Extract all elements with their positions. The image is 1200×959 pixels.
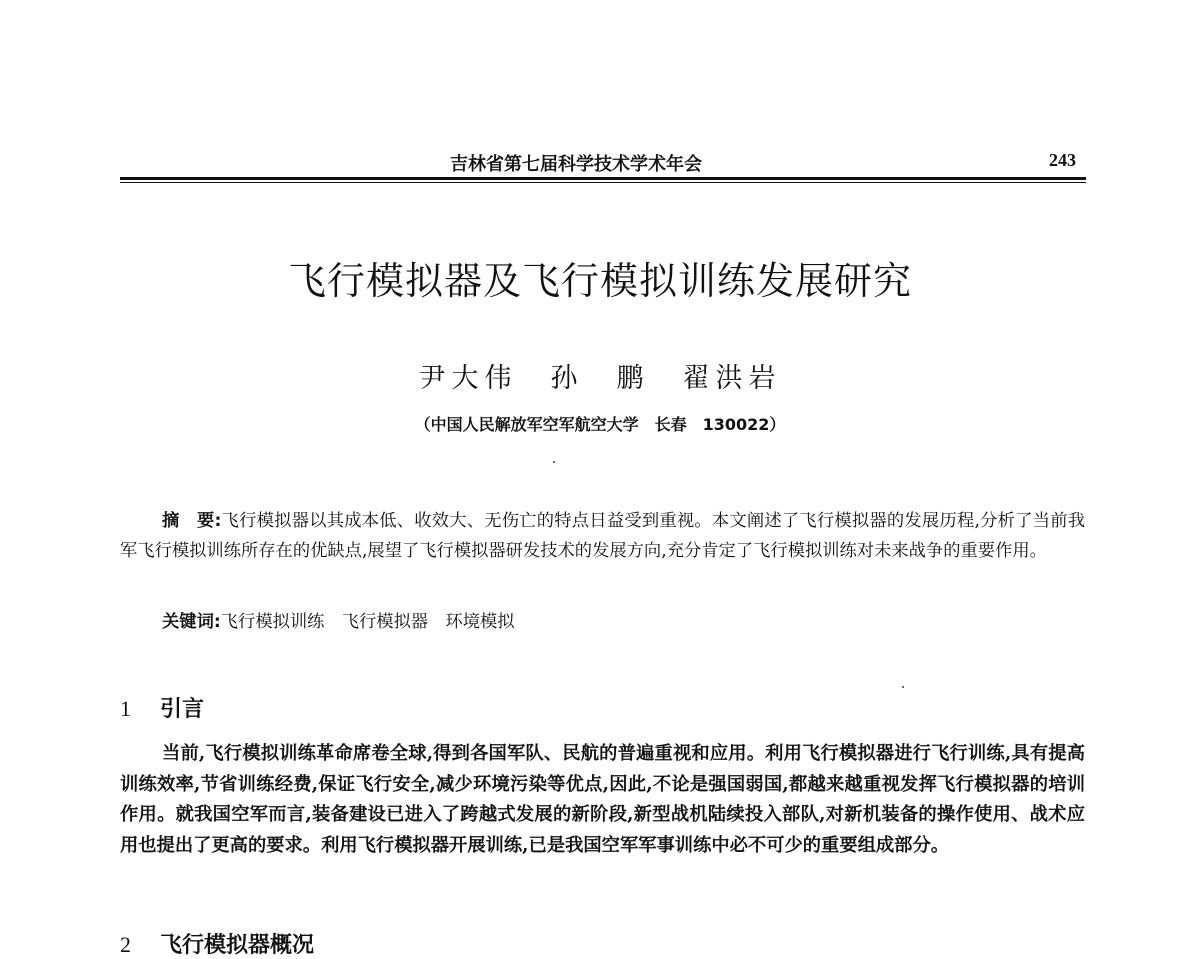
section-title: 引言	[160, 697, 205, 722]
author-affiliation: （中国人民解放军空军航空大学 长春 130022）	[414, 415, 786, 434]
scan-speck	[902, 686, 904, 688]
running-header	[120, 150, 1080, 174]
section-title: 飞行模拟器概况	[160, 933, 315, 958]
keywords	[162, 607, 515, 637]
section-heading-introduction	[120, 692, 204, 723]
section-number: 2	[120, 932, 131, 957]
section-number: 1	[120, 696, 131, 721]
scan-speck	[553, 461, 555, 463]
page-number: 243	[1049, 150, 1076, 170]
paper-title: 飞行模拟器及飞行模拟训练发展研究	[287, 259, 912, 303]
keywords-label: 关键词:	[162, 612, 221, 632]
header-rule-thick	[120, 177, 1086, 180]
section-heading-overview	[120, 928, 314, 959]
header-rule-thin	[120, 182, 1086, 183]
introduction-paragraph: 当前,飞行模拟训练革命席卷全球,得到各国军队、民航的普遍重视和应用。利用飞行模拟器进行飞行训练,具有提高训练效率,节省训练经费,保证飞行安全,减少环境污染等优点,因此,不论是强国弱国,都越来越重视发挥飞行模拟器的培训作用。就我国空军而言,装备建设已进入了跨越式发展的新阶段,新型战机陆续投入部队,对新机装备的操作使用、战术应用也提出了更高的要求。利用飞行模拟器开展训练,已是我国空军军事训练中必不可少的重要组成部分。	[120, 743, 1085, 856]
keywords-text: 飞行模拟训练 飞行模拟器 环境模拟	[220, 612, 515, 632]
abstract-label: 摘 要:	[162, 511, 222, 531]
abstract-text: 飞行模拟器以其成本低、收效大、无伤亡的特点日益受到重视。本文阐述了飞行模拟器的发展历程,分析了当前我军飞行模拟训练所存在的优缺点,展望了飞行模拟器研发技术的发展方向,充分肯定了飞行模拟训练对未来战争的重要作用。	[120, 511, 1085, 561]
conference-name: 吉林省第七届科学技术学术年会	[450, 154, 702, 175]
author-list: 尹大伟 孙 鹏 翟洪岩	[418, 363, 782, 394]
abstract	[120, 506, 1085, 566]
